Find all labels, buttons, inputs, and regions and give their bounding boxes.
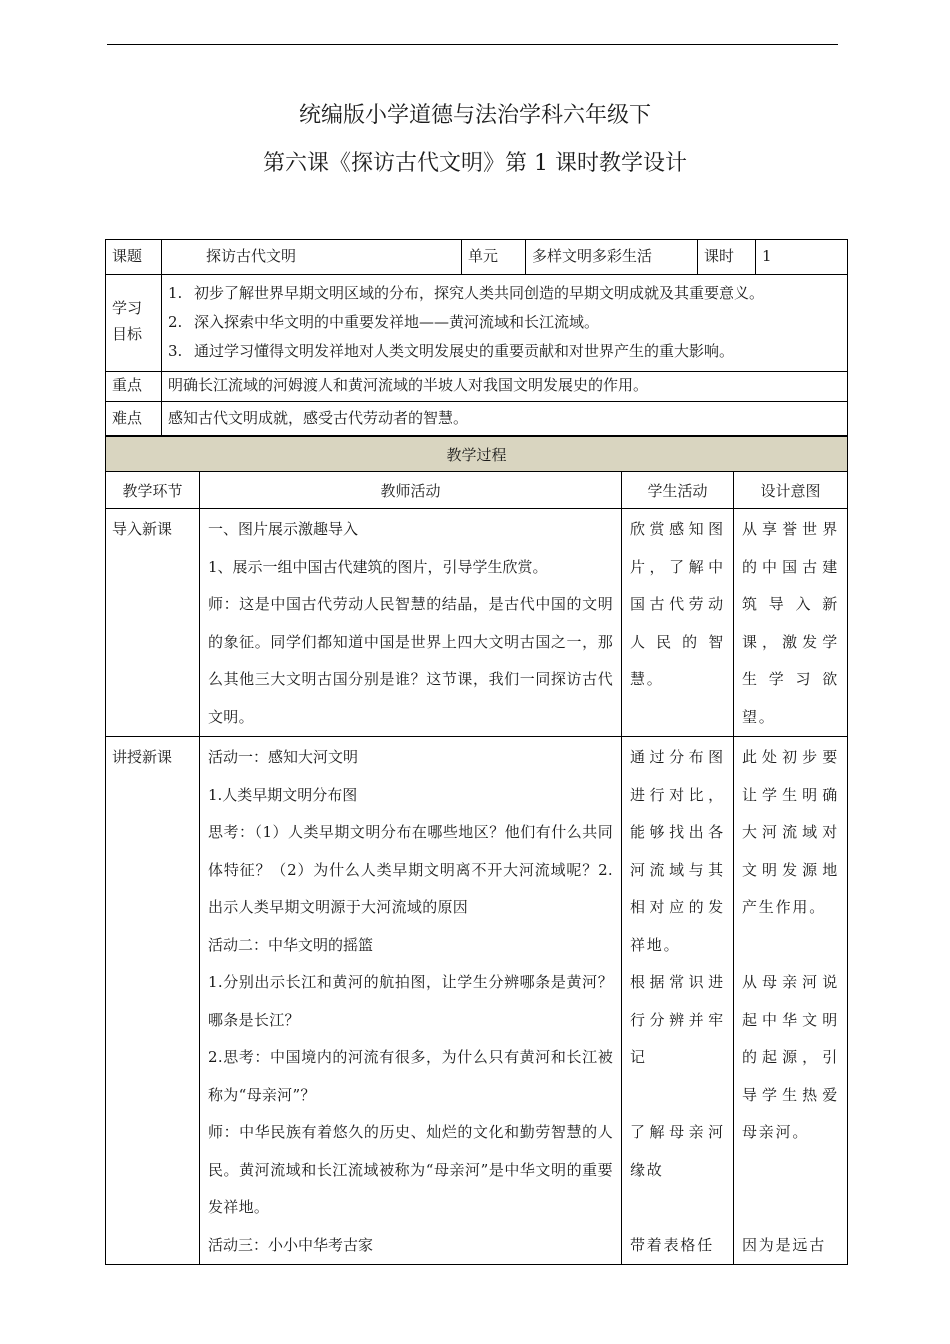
design-intent	[734, 737, 848, 1265]
goal-item: 3. 通过学习懂得文明发祥地对人类文明发展史的重要贡献和对世界产生的重大影响。	[168, 342, 735, 360]
intent-line: 此处初步要让学生明确大河流域对文明发源地产生作用。	[742, 748, 840, 916]
intent-line: 因为是远古	[742, 1235, 827, 1254]
topic-label: 课题	[106, 240, 162, 275]
difficulty-label: 难点	[106, 402, 162, 436]
teacher-line: 一、图片展示激趣导入	[208, 520, 359, 538]
key-value: 明确长江流域的河姆渡人和黄河流域的半坡人对我国文明发展史的作用。	[162, 372, 848, 402]
intent-line: 从享誉世界的中国古建筑导入新课，激发学生学习欲望。	[742, 520, 840, 726]
teacher-line: 1.人类早期文明分布图	[208, 785, 358, 804]
teacher-line: 1、展示一组中国古代建筑的图片，引导学生欣赏。	[208, 557, 548, 576]
process-title: 教学过程	[106, 437, 848, 472]
document-subtitle: 第六课《探访古代文明》第 1 课时教学设计	[263, 151, 687, 176]
teacher-line: 活动一：感知大河文明	[208, 748, 359, 766]
teacher-activity	[200, 737, 622, 1265]
goals-list	[162, 275, 848, 372]
student-line: 欣赏感知图片，了解中国古代劳动人民的智慧。	[630, 520, 725, 688]
goals-label: 学习 目标	[106, 275, 162, 372]
student-activity	[622, 509, 734, 737]
student-line: 了解母亲河缘故	[630, 1123, 725, 1179]
student-line: 带着表格任	[630, 1235, 715, 1254]
table-row	[106, 737, 848, 1265]
teacher-line: 1.分别出示长江和黄河的航拍图，让学生分辨哪条是黄河？哪条是长江？	[208, 973, 613, 1029]
header-intent: 设计意图	[734, 472, 848, 509]
teacher-line: 2.思考：中国境内的河流有很多，为什么只有黄河和长江被称为“母亲河”？	[208, 1048, 613, 1104]
unit-label: 单元	[462, 240, 526, 275]
stage-cell: 导入新课	[106, 509, 200, 737]
lesson-info-table	[105, 239, 848, 436]
design-intent	[734, 509, 848, 737]
header-teacher: 教师活动	[200, 472, 622, 509]
table-row	[106, 509, 848, 737]
teacher-activity	[200, 509, 622, 737]
period-value: 1	[756, 240, 848, 275]
difficulty-value: 感知古代文明成就，感受古代劳动者的智慧。	[162, 402, 848, 436]
header-stage: 教学环节	[106, 472, 200, 509]
teacher-line: 思考：（1）人类早期文明分布在哪些地区？他们有什么共同体特征？（2）为什么人类早期文明离不开大河流域呢？2.出示人类早期文明源于大河流域的原因	[208, 823, 613, 916]
topic-value: 探访古代文明	[162, 240, 462, 275]
student-line: 通过分布图进行对比，能够找出各河流域与其相对应的发祥地。	[630, 748, 725, 954]
intent-line: 从母亲河说起中华文明的起源，引导学生热爱母亲河。	[742, 973, 840, 1141]
goal-item: 1. 初步了解世界早期文明区域的分布，探究人类共同创造的早期文明成就及其重要意义。	[168, 284, 765, 302]
key-label: 重点	[106, 372, 162, 402]
period-label: 课时	[698, 240, 756, 275]
stage-cell: 讲授新课	[106, 737, 200, 1265]
document-title: 统编版小学道德与法治学科六年级下	[298, 103, 651, 128]
teacher-line: 师：中华民族有着悠久的历史、灿烂的文化和勤劳智慧的人民。黄河流域和长江流域被称为“母亲河”是中华文明的重要发祥地。	[208, 1123, 613, 1216]
unit-value: 多样文明多彩生活	[526, 240, 698, 275]
teacher-line: 师：这是中国古代劳动人民智慧的结晶，是古代中国的文明的象征。同学们都知道中国是世界上四大文明古国之一，那么其他三大文明古国分别是谁？这节课，我们一同探访古代文明。	[208, 595, 613, 726]
goal-item: 2. 深入探索中华文明的中重要发祥地——黄河流域和长江流域。	[168, 313, 600, 331]
header-student: 学生活动	[622, 472, 734, 509]
teacher-line: 活动二：中华文明的摇篮	[208, 935, 374, 954]
student-activity	[622, 737, 734, 1265]
student-line: 根据常识进行分辨并牢记	[630, 973, 725, 1066]
header-rule	[107, 44, 838, 45]
teacher-line: 活动三：小小中华考古家	[208, 1235, 374, 1254]
teaching-process-table	[105, 436, 848, 1265]
